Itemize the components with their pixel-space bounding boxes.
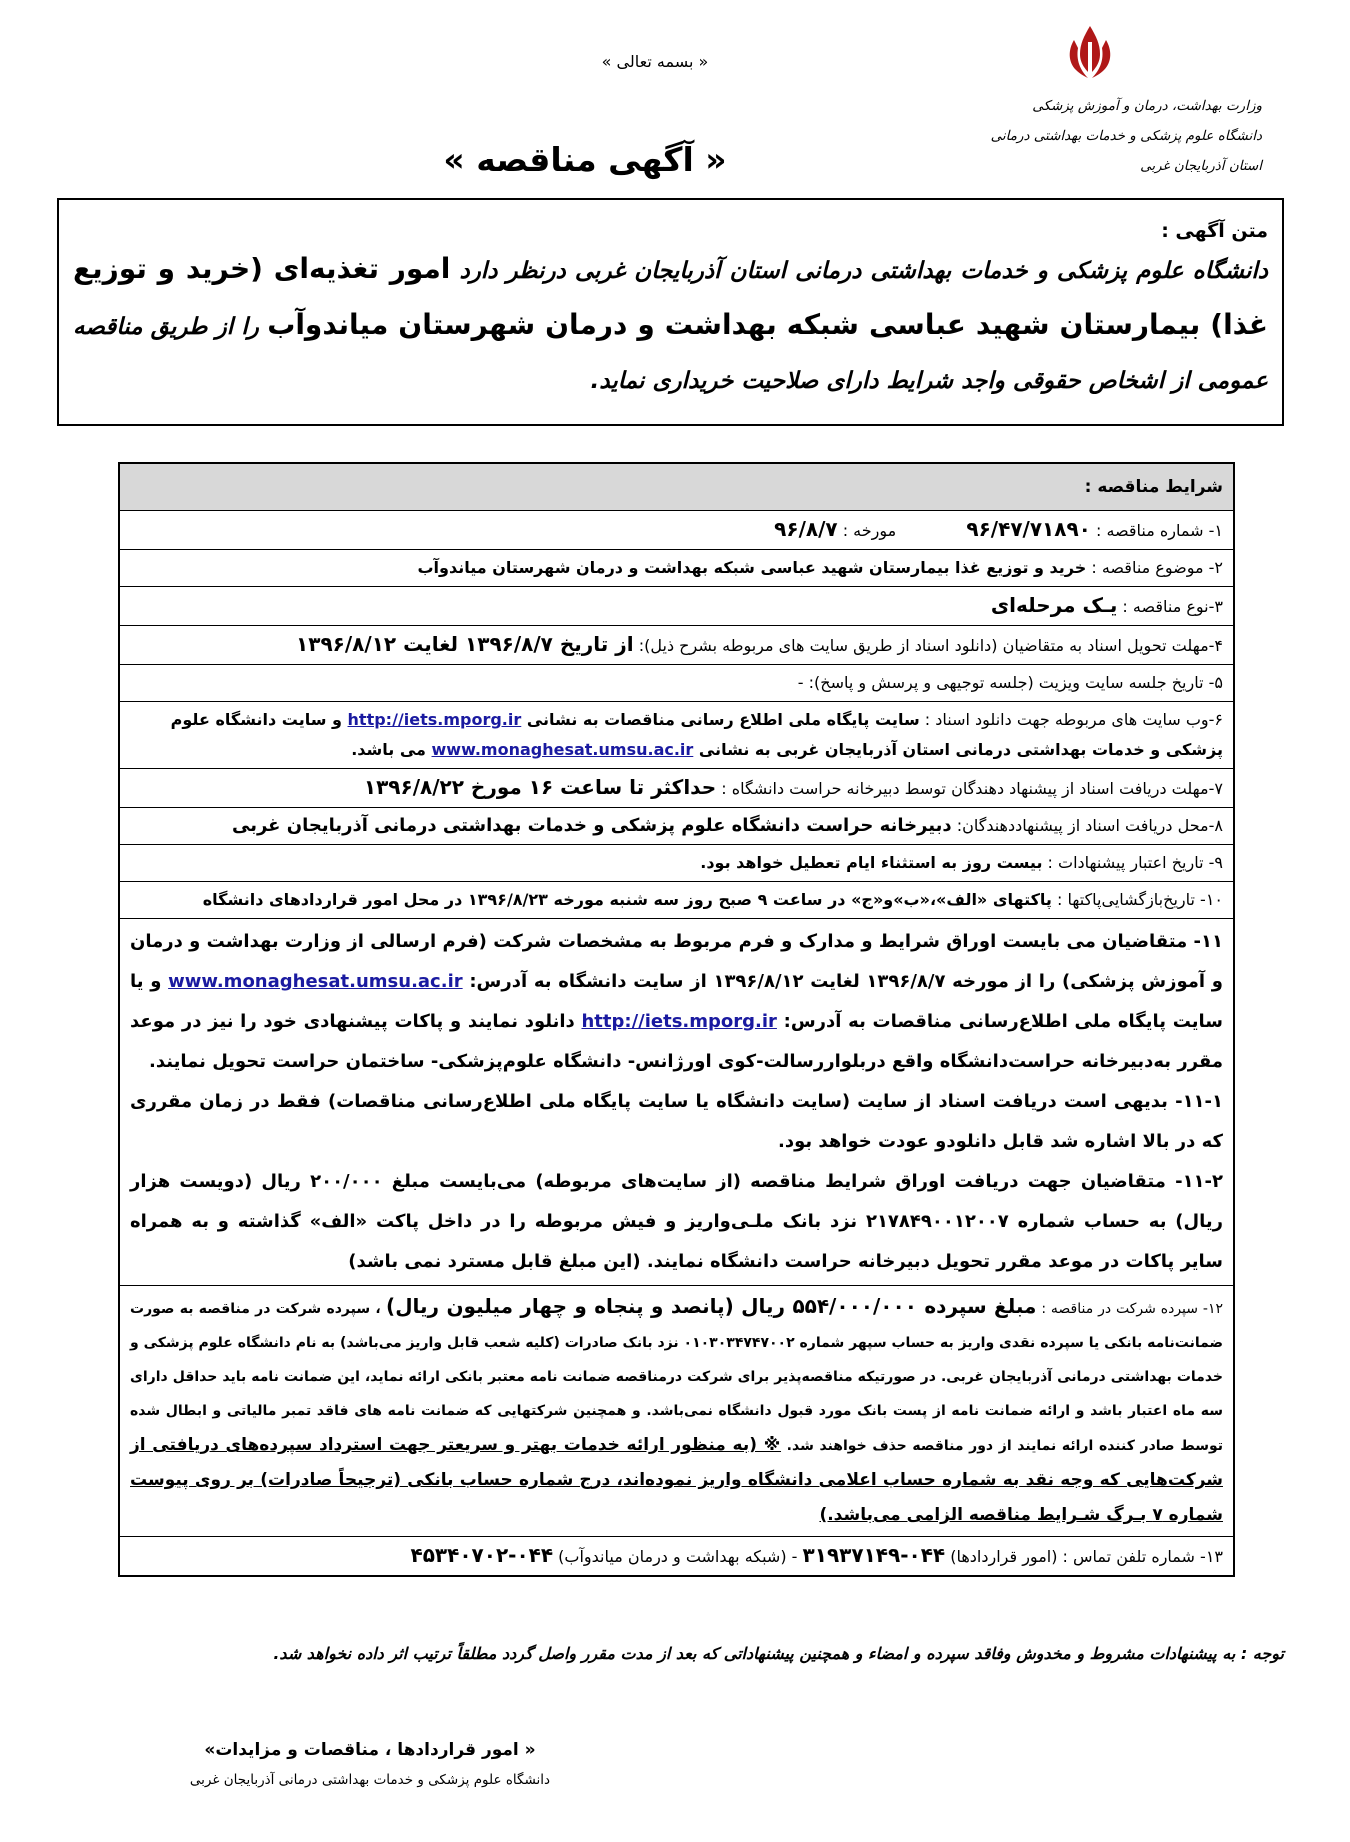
- subject-value: خرید و توزیع غذا بیمارستان شهید عباسی شبکه بهداشت و درمان شهرستان میاندوآب: [417, 558, 1087, 577]
- deposit-label: ۱۲- سپرده شرکت در مناقصه :: [1036, 1301, 1223, 1317]
- condition-row-2: [120, 550, 1233, 587]
- phone-mid: - (شبکه بهداشت و درمان میاندوآب): [553, 1547, 803, 1566]
- site-visit-label: ۵- تاریخ جلسه سایت ویزیت (جلسه توجیهی و پرسش و پاسخ): -: [797, 673, 1223, 692]
- bismillah-heading: « بسمه تعالی »: [601, 52, 709, 71]
- announcement-subject: امور تغذیه‌ای (خرید و توزیع غذا) بیمارستان شهید عباسی شبکه بهداشت و درمان شهرستان میاندوآب: [73, 252, 1268, 341]
- footer-university: دانشگاه علوم پزشکی و خدمات بهداشتی درمانی آذربایجان غربی: [189, 1772, 551, 1788]
- validity-value: بیست روز به استثناء ایام تعطیل خواهد بود.: [700, 853, 1043, 872]
- condition-11-2: ۱۱-۲- متقاضیان جهت دریافت اوراق شرایط مناقصه (از سایت‌های مربوطه) می‌بایست مبلغ ۲۰۰/۰۰۰ ریال (دویست هزار ریال) به حساب شماره ۲۱۷۸۴۹۰۰۱۲۰۰۷ نزد بانک ملـی‌واریز و فیش مربوطه را در داخل پاکت «الف» گذاشته و به همراه سایر پاکات در موعد مقرر تحویل دبیرخانه حراست دانشگاه نمایند. (این مبلغ قابل مسترد نمی باشد): [130, 1171, 1223, 1272]
- ministry-name: وزارت بهداشت، درمان و آموزش پزشکی: [1032, 98, 1262, 114]
- phone-network: ۰۴۴-۴۵۳۴۰۷۰۲: [410, 1543, 554, 1567]
- websites-label: ۶-وب سایت های مربوطه جهت دانلود اسناد :: [919, 710, 1223, 729]
- condition-row-6: [120, 702, 1233, 769]
- deposit-amount: مبلغ سپرده ۵۵۴/۰۰۰/۰۰۰ ریال (پانصد و پنجاه و چهار میلیون ریال): [386, 1294, 1037, 1318]
- opening-label: ۱۰- تاریخ‌بازگشایی‌پاکتها :: [1051, 890, 1223, 909]
- condition-11-1: ۱۱-۱- بدیهی است دریافت اسناد از سایت (سایت دانشگاه یا سایت پایگاه ملی اطلاع‌رسانی مناقصات) فقط در زمان مقرری که در بالا اشاره شد قابل دانلودو عودت خواهد بود.: [130, 1091, 1223, 1152]
- condition-row-7: [120, 769, 1233, 808]
- condition-row-5: [120, 665, 1233, 702]
- deposit-terms: ، سپرده شرکت در مناقصه به صورت ضمانت‌نامه بانکی یا سپرده نقدی واریز به حساب سپهر شماره ۰۱۰۳۰۳۴۷۴۷۰۰۲ نزد بانک صادرات (کلیه شعب قابل واریز می‌باشد) به نام دانشگاه علوم پزشکی و خدمات بهداشتی درمانی آذربایجان غربی. در صورتیکه مناقصه‌پذیر برای شرکت درمناقصه ضمانت نامه معتبر بانکی ارائه نماید، این ضمانت نامه باید حداقل دارای سه ماه اعتبار باشد و ارائه ضمانت نامه از پست بانک مورد قبول دانشگاه نمی‌باشد. و همچنین شرکتهایی که ضمانت نامه های فاقد تمبر مالیاتی و ابطال شده توسط صادر کننده ارائه نمایند از دور مناقصه حذف خواهند شد.: [130, 1301, 1224, 1454]
- warning-note: توجه : به پیشنهادات مشروط و مخدوش وفاقد سپرده و امضاء و همچنین پیشنهاداتی که بعد از مدت مقرر واصل گردد مطلقاً ترتیب اثر داده نخواهد شد.: [273, 1644, 1284, 1663]
- condition-row-10: [120, 882, 1233, 919]
- emblem-icon: [1062, 22, 1118, 84]
- condition-row-3: [120, 587, 1233, 626]
- r11-text-b: و یا سایت پایگاه ملی اطلاع‌رسانی مناقصات به آدرس:: [130, 971, 1224, 1032]
- r11-text-a: ۱۱- متقاضیان می بایست اوراق شرایط و مدارک و فرم مربوط به مشخصات شرکت (فرم ارسالی از وزارت بهداشت و درمان و آموزش پزشکی) را از مورخه ۱۳۹۶/۸/۷ لغایت ۱۳۹۶/۸/۱۲ از سایت دانشگاه به آدرس:: [130, 931, 1223, 992]
- refund-note: ※ (به منظور ارائه خدمات بهتر و سریعتر جهت استرداد سپرده‌های دریافتی از شرکت‌هایی که وجه نقد به شماره حساب اعلامی دانشگاه واریز نموده‌اند، درج شماره حساب بانکی (ترجیحاً صادرات) بر روی پیوست شماره ۷ بـرگ شـرایط مناقصه الزامی می‌باشد.): [130, 1435, 1223, 1525]
- announcement-box: [57, 198, 1284, 426]
- page-title: « آگهی مناقصه »: [443, 140, 727, 179]
- university-name: دانشگاه علوم پزشکی و خدمات بهداشتی درمانی: [990, 128, 1262, 144]
- phone-contracts: ۰۴۴-۳۱۹۳۷۱۴۹: [802, 1543, 946, 1567]
- tender-number: ۹۶/۴۷/۷۱۸۹۰: [966, 517, 1091, 541]
- tender-date-label: مورخه :: [837, 521, 897, 540]
- condition-row-13: [120, 1537, 1233, 1575]
- websites-text-c: و سایت دانشگاه علوم پزشکی و خدمات بهداشتی درمانی استان آذربایجان غربی به نشانی: [170, 710, 1223, 759]
- receipt-place-value: دبیرخانه حراست دانشگاه علوم پزشکی و خدمات بهداشتی درمانی آذربایجان غربی: [232, 815, 952, 836]
- announcement-text: [73, 242, 1268, 408]
- iets-link[interactable]: http://iets.mporg.ir: [347, 710, 522, 729]
- r11-text-c: دانلود نمایند و پاکات پیشنهادی خود را نیز در موعد مقرر به‌دبیرخانه حراست‌دانشگاه واقع دربلواررسالت-کوی اورژانس- دانشگاه علوم‌پزشکی- ساختمان حراست تحویل نمایند.: [130, 1011, 1223, 1072]
- websites-text-b: سایت پایگاه ملی اطلاع رسانی مناقصات به نشانی: [521, 710, 920, 729]
- subject-label: ۲- موضوع مناقصه :: [1086, 558, 1223, 577]
- conditions-table: [118, 462, 1235, 1577]
- validity-label: ۹- تاریخ اعتبار پیشنهادات :: [1042, 853, 1223, 872]
- opening-value: پاکتهای «الف»،«ب»و«ج» در ساعت ۹ صبح روز سه شنبه مورخه ۱۳۹۶/۸/۲۳ در محل امور قراردادهای دانشگاه: [202, 890, 1052, 909]
- iets-link-2[interactable]: http://iets.mporg.ir: [581, 1011, 777, 1032]
- condition-row-9: [120, 845, 1233, 882]
- condition-row-11: [120, 919, 1233, 1286]
- announcement-text-a: دانشگاه علوم پزشکی و خدمات بهداشتی درمانی استان آذربایجان غربی درنظر دارد: [450, 258, 1268, 284]
- type-label: ۳-نوع مناقصه :: [1117, 597, 1223, 616]
- websites-text-d: می باشد.: [351, 740, 432, 759]
- tender-date: ۹۶/۸/۷: [774, 517, 838, 541]
- condition-row-4: [120, 626, 1233, 665]
- receipt-deadline-label: ۷-مهلت دریافت اسناد از پیشنهاد دهندگان توسط دبیرخانه حراست دانشگاه :: [716, 779, 1223, 798]
- conditions-heading: شرایط مناقصه :: [120, 464, 1233, 511]
- condition-row-12: [120, 1286, 1233, 1537]
- receipt-place-label: ۸-محل دریافت اسناد از پیشنهاددهندگان:: [951, 816, 1223, 835]
- tender-number-label: ۱- شماره مناقصه :: [1090, 521, 1223, 540]
- deadline-value: از تاریخ ۱۳۹۶/۸/۷ لغایت ۱۳۹۶/۸/۱۲: [296, 632, 634, 656]
- announcement-label: متن آگهی :: [1161, 220, 1268, 242]
- monaghesat-link-2[interactable]: www.monaghesat.umsu.ac.ir: [168, 971, 463, 992]
- condition-row-8: [120, 808, 1233, 845]
- footer-department: « امور قراردادها ، مناقصات و مزایدات»: [204, 1740, 536, 1760]
- receipt-deadline-value: حداکثر تا ساعت ۱۶ مورخ ۱۳۹۶/۸/۲۲: [363, 775, 717, 799]
- condition-row-1: [120, 511, 1233, 550]
- deadline-label: ۴-مهلت تحویل اسناد به متقاضیان (دانلود اسناد از طریق سایت های مربوطه بشرح ذیل):: [633, 636, 1223, 655]
- phone-label: ۱۳- شماره تلفن تماس : (امور قراردادها): [945, 1547, 1223, 1566]
- announcement-text-c: را از طریق مناقصه عمومی از اشخاص حقوقی واجد شرایط دارای صلاحیت خریداری نماید.: [73, 314, 1268, 394]
- type-value: یـک مرحله‌ای: [990, 593, 1118, 617]
- province-name: استان آذربایجان غربی: [1140, 158, 1262, 174]
- monaghesat-link[interactable]: www.monaghesat.umsu.ac.ir: [431, 740, 694, 759]
